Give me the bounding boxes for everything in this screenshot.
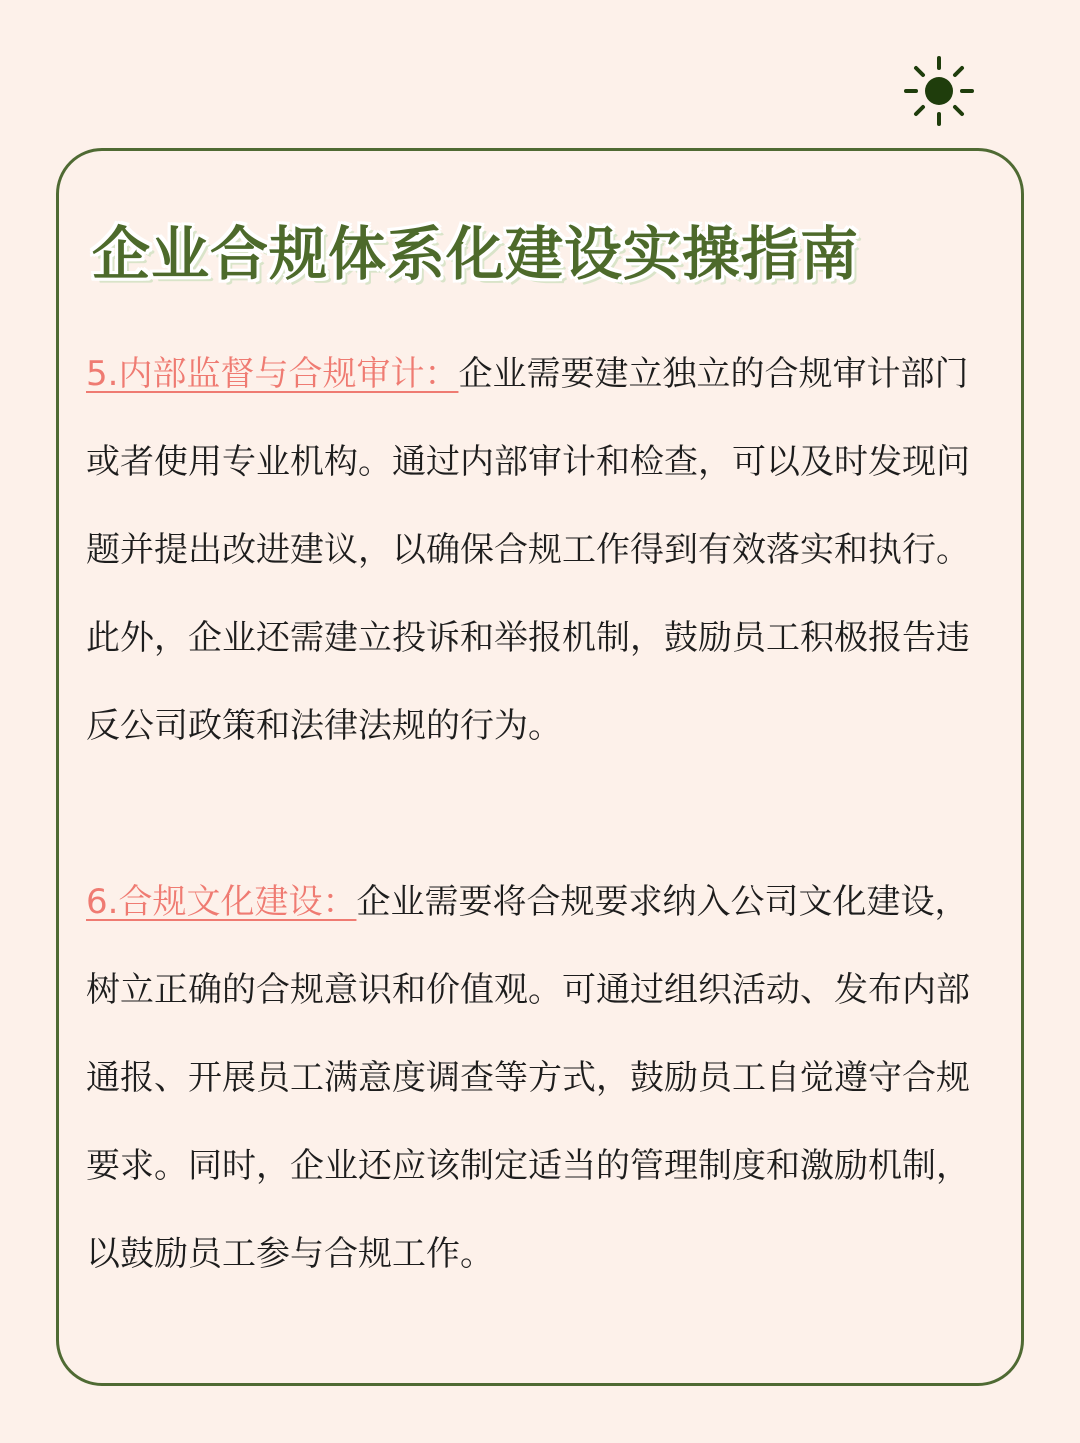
sun-icon — [902, 54, 976, 128]
section-compliance-culture — [86, 858, 992, 1298]
section-heading: 6.合规文化建设： — [86, 882, 357, 922]
section-internal-audit — [86, 330, 992, 770]
section-heading: 5.内部监督与合规审计： — [86, 354, 459, 394]
page-title: 企业合规体系化建设实操指南 — [92, 220, 860, 288]
section-body: 企业需要建立独立的合规审计部门或者使用专业机构。通过内部审计和检查，可以及时发现问题并提出改进建议，以确保合规工作得到有效落实和执行。此外，企业还需建立投诉和举报机制，鼓励员工积极报告违反公司政策和法律法规的行为。 — [86, 354, 970, 746]
section-body: 企业需要将合规要求纳入公司文化建设，树立正确的合规意识和价值观。可通过组织活动、发布内部通报、开展员工满意度调查等方式，鼓励员工自觉遵守合规要求。同时，企业还应该制定适当的管理制度和激励机制，以鼓励员工参与合规工作。 — [86, 882, 970, 1274]
